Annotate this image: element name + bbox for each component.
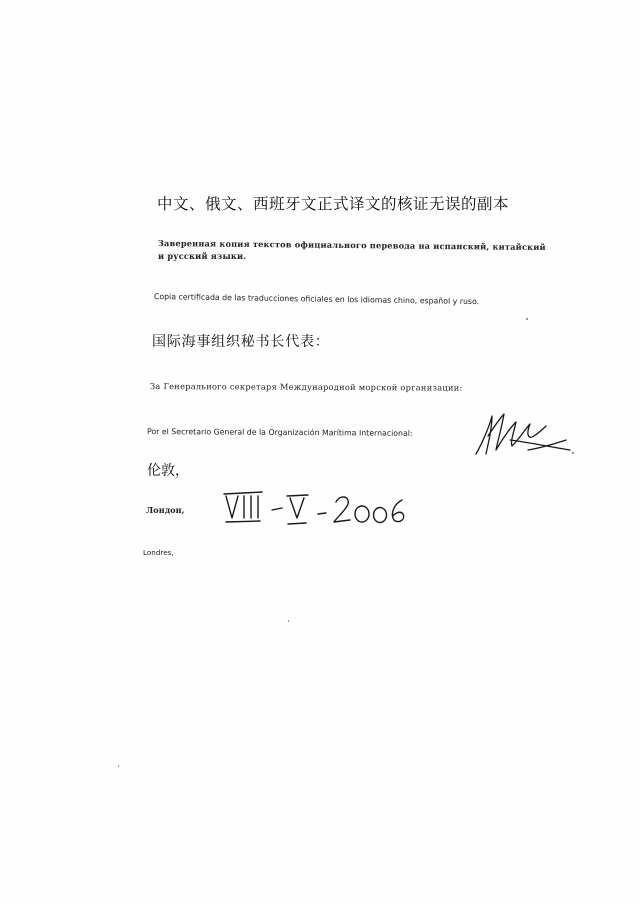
es-representative-label: Por el Secretario General de la Organización Marítima Internacional: <box>146 427 413 438</box>
ru-certified-copy-title-line1: Заверенная копия текстов официального перевода на испанский, китайский <box>157 238 546 253</box>
scan-speck <box>288 620 289 622</box>
handwritten-date <box>222 488 412 544</box>
zh-representative-label: 国际海事组织秘书长代表： <box>152 334 330 350</box>
scan-speck <box>526 318 528 320</box>
es-certified-copy-title: Copia certificada de las traducciones oficiales en los idiomas chino, español y ruso. <box>153 292 480 307</box>
ru-representative-label: За Генерального секретаря Международной морской организации: <box>149 381 463 393</box>
es-city-label: Londres, <box>143 548 174 557</box>
scan-speck <box>118 765 119 767</box>
ru-certified-copy-title-line2: и русский языки. <box>158 251 247 261</box>
zh-certified-copy-title: 中文、俄文、西班牙文正式译文的核证无误的副本 <box>157 195 510 213</box>
scan-speck <box>572 452 574 454</box>
ru-city-label: Лондон, <box>146 505 185 515</box>
zh-city-label: 伦敦， <box>147 463 189 479</box>
handwritten-signature <box>470 410 580 460</box>
